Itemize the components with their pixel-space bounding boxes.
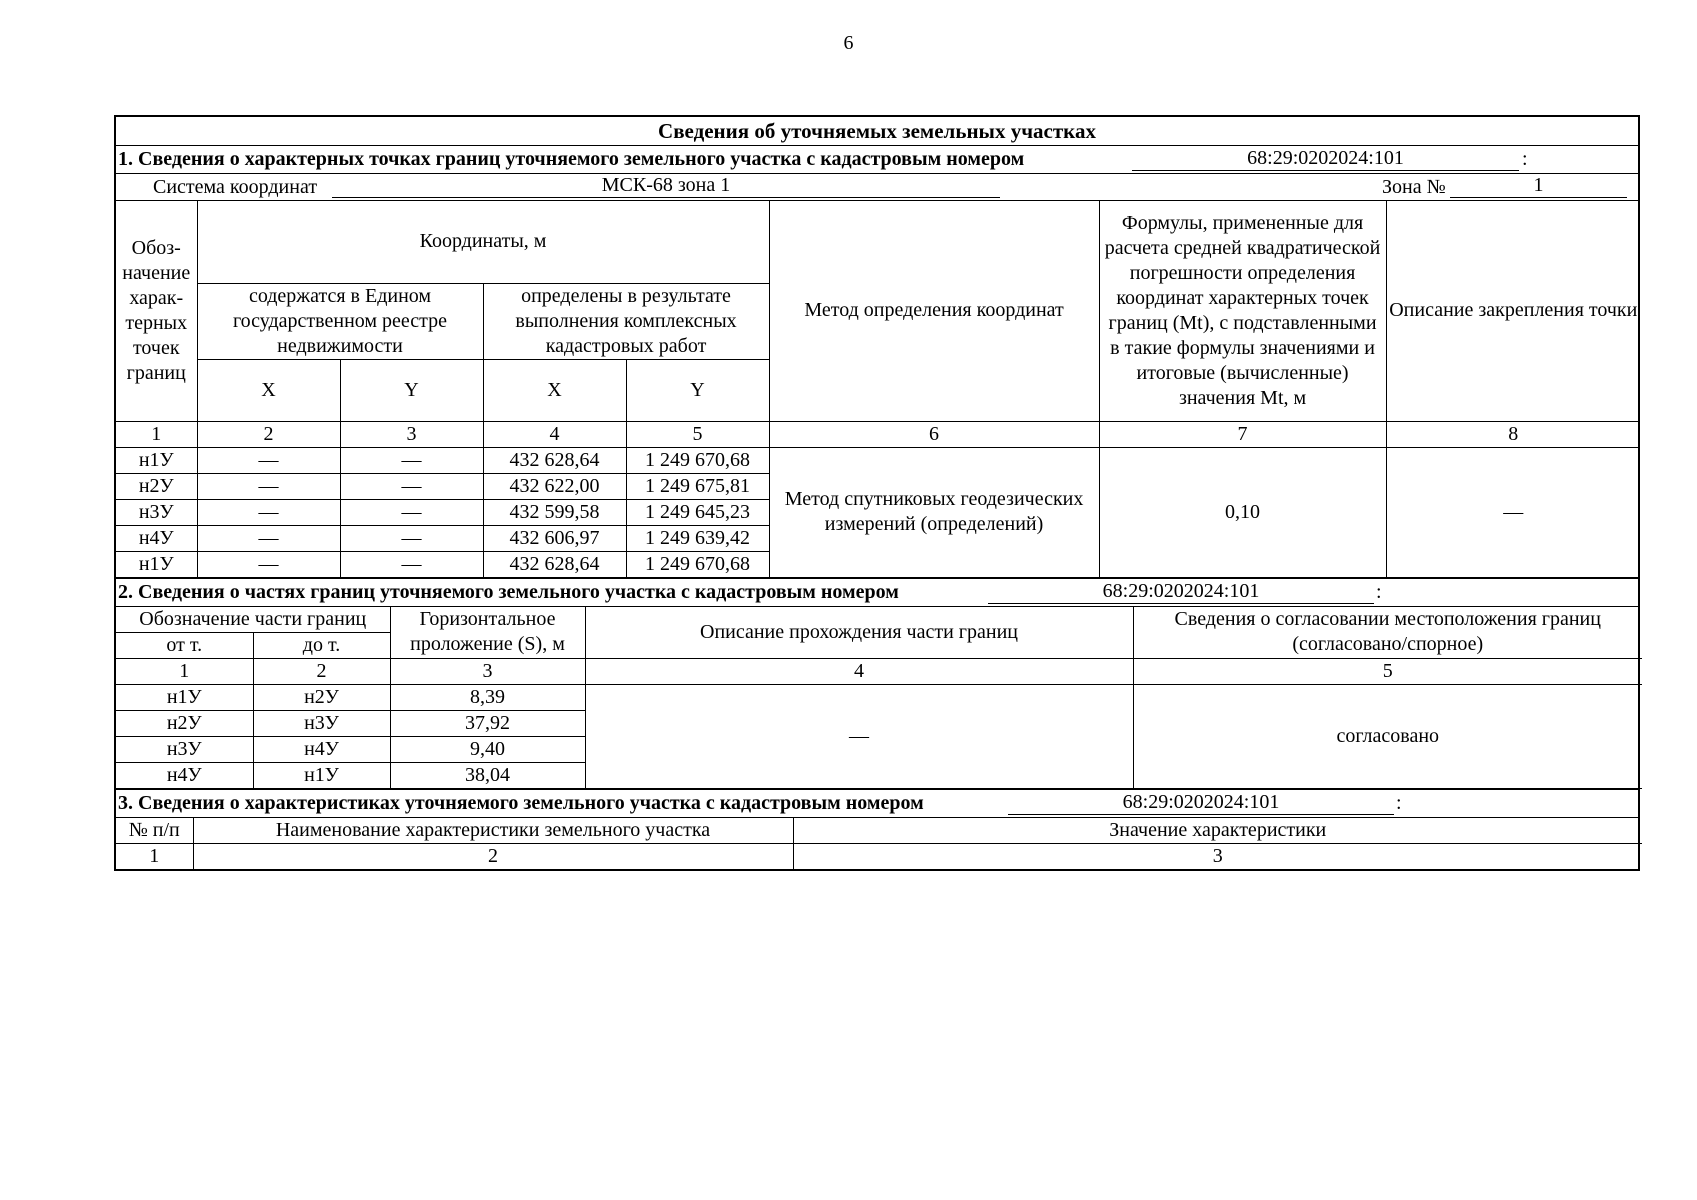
characteristics-table bbox=[116, 818, 1642, 869]
coordinate-system-label: Система координат bbox=[153, 176, 318, 198]
header-from-works: определены в результате выполнения комплексных кадастровых работ bbox=[483, 283, 769, 359]
header-fixing: Описание закрепления точки bbox=[1386, 201, 1640, 421]
y-works: 1 249 670,68 bbox=[626, 551, 769, 577]
x-works: 432 622,00 bbox=[483, 473, 626, 499]
header-in-registry: содержатся в Едином государственном реестре недвижимости bbox=[197, 283, 483, 359]
x-registry: — bbox=[197, 473, 340, 499]
section3-colon: : bbox=[1396, 791, 1402, 814]
x-registry: — bbox=[197, 499, 340, 525]
x-registry: — bbox=[197, 447, 340, 473]
section3-heading bbox=[116, 789, 1638, 818]
page-number: 6 bbox=[843, 32, 854, 54]
x-registry: — bbox=[197, 551, 340, 577]
y-registry: — bbox=[340, 473, 483, 499]
land-plots-form bbox=[114, 115, 1640, 871]
section2-heading bbox=[116, 578, 1638, 607]
header-value: Значение характеристики bbox=[793, 818, 1642, 844]
section3-heading-text: 3. Сведения о характеристиках уточняемого земельного участка с кадастровым номером bbox=[118, 791, 924, 814]
horizontal-value: 37,92 bbox=[390, 710, 585, 736]
y-works: 1 249 645,23 bbox=[626, 499, 769, 525]
header-num: № п/п bbox=[116, 818, 193, 844]
zone-label: Зона № bbox=[1382, 176, 1446, 198]
point-name: н4У bbox=[116, 525, 197, 551]
from-point: н1У bbox=[116, 684, 253, 710]
header-agreement: Сведения о согласовании местоположения границ (согласовано/спорное) bbox=[1133, 607, 1642, 659]
point-name: н1У bbox=[116, 447, 197, 473]
y-works: 1 249 639,42 bbox=[626, 525, 769, 551]
col-number: 4 bbox=[483, 421, 626, 447]
col-number: 7 bbox=[1099, 421, 1386, 447]
horizontal-value: 8,39 bbox=[390, 684, 585, 710]
to-point: н2У bbox=[253, 684, 390, 710]
header-horizontal: Горизонтальное проложение (S), м bbox=[390, 607, 585, 659]
header-point-designation: Обоз-начение харак-терных точек границ bbox=[116, 201, 197, 421]
header-y-registry: Y bbox=[340, 359, 483, 421]
coordinate-system-value: МСК-68 зона 1 bbox=[332, 174, 1000, 198]
col-number: 2 bbox=[197, 421, 340, 447]
header-from: от т. bbox=[116, 632, 253, 658]
horizontal-value: 9,40 bbox=[390, 736, 585, 762]
col-number: 5 bbox=[1133, 658, 1642, 684]
table-row bbox=[116, 447, 1640, 473]
x-works: 432 628,64 bbox=[483, 447, 626, 473]
to-point: н4У bbox=[253, 736, 390, 762]
x-works: 432 599,58 bbox=[483, 499, 626, 525]
section1-colon: : bbox=[1522, 148, 1528, 170]
col-number: 8 bbox=[1386, 421, 1640, 447]
horizontal-value: 38,04 bbox=[390, 762, 585, 788]
column-numbers-row bbox=[116, 421, 1640, 447]
section1-cadastral-number: 68:29:0202024:101 bbox=[1132, 146, 1519, 171]
y-registry: — bbox=[340, 551, 483, 577]
table-row bbox=[116, 684, 1642, 710]
col-number: 3 bbox=[793, 843, 1642, 869]
col-number: 1 bbox=[116, 658, 253, 684]
col-number: 3 bbox=[390, 658, 585, 684]
from-point: н3У bbox=[116, 736, 253, 762]
col-number: 1 bbox=[116, 421, 197, 447]
header-part-designation: Обозначение части границ bbox=[116, 607, 390, 633]
from-point: н4У bbox=[116, 762, 253, 788]
col-number: 2 bbox=[193, 843, 793, 869]
y-registry: — bbox=[340, 525, 483, 551]
col-number: 2 bbox=[253, 658, 390, 684]
zone-value: 1 bbox=[1450, 174, 1627, 198]
header-x-registry: X bbox=[197, 359, 340, 421]
method-value: Метод спутниковых геодезических измерений (определений) bbox=[769, 447, 1099, 577]
x-registry: — bbox=[197, 525, 340, 551]
section2-colon: : bbox=[1376, 580, 1382, 603]
section1-heading-text: 1. Сведения о характерных точках границ уточняемого земельного участка с кадастровым номером bbox=[118, 148, 1025, 170]
coordinate-system-row bbox=[116, 174, 1638, 201]
y-works: 1 249 675,81 bbox=[626, 473, 769, 499]
section3-cadastral-number: 68:29:0202024:101 bbox=[1008, 790, 1394, 815]
header-formulas: Формулы, примененные для расчета средней квадратической погрешности определения координат характерных точек границ (Mt), с подставленными в такие формулы значениями и итоговые (вычисленные) значения Mt, м bbox=[1099, 201, 1386, 421]
section1-heading bbox=[116, 146, 1638, 174]
point-name: н3У bbox=[116, 499, 197, 525]
header-coordinates: Координаты, м bbox=[197, 201, 769, 283]
x-works: 432 628,64 bbox=[483, 551, 626, 577]
section2-heading-text: 2. Сведения о частях границ уточняемого земельного участка с кадастровым номером bbox=[118, 580, 899, 603]
boundary-parts-table bbox=[116, 607, 1642, 789]
col-number: 1 bbox=[116, 843, 193, 869]
from-point: н2У bbox=[116, 710, 253, 736]
y-registry: — bbox=[340, 499, 483, 525]
header-description: Описание прохождения части границ bbox=[585, 607, 1133, 659]
agreement-value: согласовано bbox=[1133, 684, 1642, 788]
mt-value: 0,10 bbox=[1099, 447, 1386, 577]
point-name: н2У bbox=[116, 473, 197, 499]
header-x-works: X bbox=[483, 359, 626, 421]
header-y-works: Y bbox=[626, 359, 769, 421]
form-frame bbox=[114, 115, 1640, 871]
col-number: 5 bbox=[626, 421, 769, 447]
section2-cadastral-number: 68:29:0202024:101 bbox=[988, 579, 1374, 604]
header-name: Наименование характеристики земельного участка bbox=[193, 818, 793, 844]
points-table bbox=[116, 201, 1640, 578]
x-works: 432 606,97 bbox=[483, 525, 626, 551]
y-registry: — bbox=[340, 447, 483, 473]
form-title: Сведения об уточняемых земельных участках bbox=[116, 117, 1638, 146]
col-number: 3 bbox=[340, 421, 483, 447]
point-name: н1У bbox=[116, 551, 197, 577]
col-number: 6 bbox=[769, 421, 1099, 447]
to-point: н3У bbox=[253, 710, 390, 736]
header-method: Метод определения координат bbox=[769, 201, 1099, 421]
description-value: — bbox=[585, 684, 1133, 788]
column-numbers-row bbox=[116, 658, 1642, 684]
header-to: до т. bbox=[253, 632, 390, 658]
to-point: н1У bbox=[253, 762, 390, 788]
fixing-value: — bbox=[1386, 447, 1640, 577]
y-works: 1 249 670,68 bbox=[626, 447, 769, 473]
column-numbers-row bbox=[116, 843, 1642, 869]
col-number: 4 bbox=[585, 658, 1133, 684]
